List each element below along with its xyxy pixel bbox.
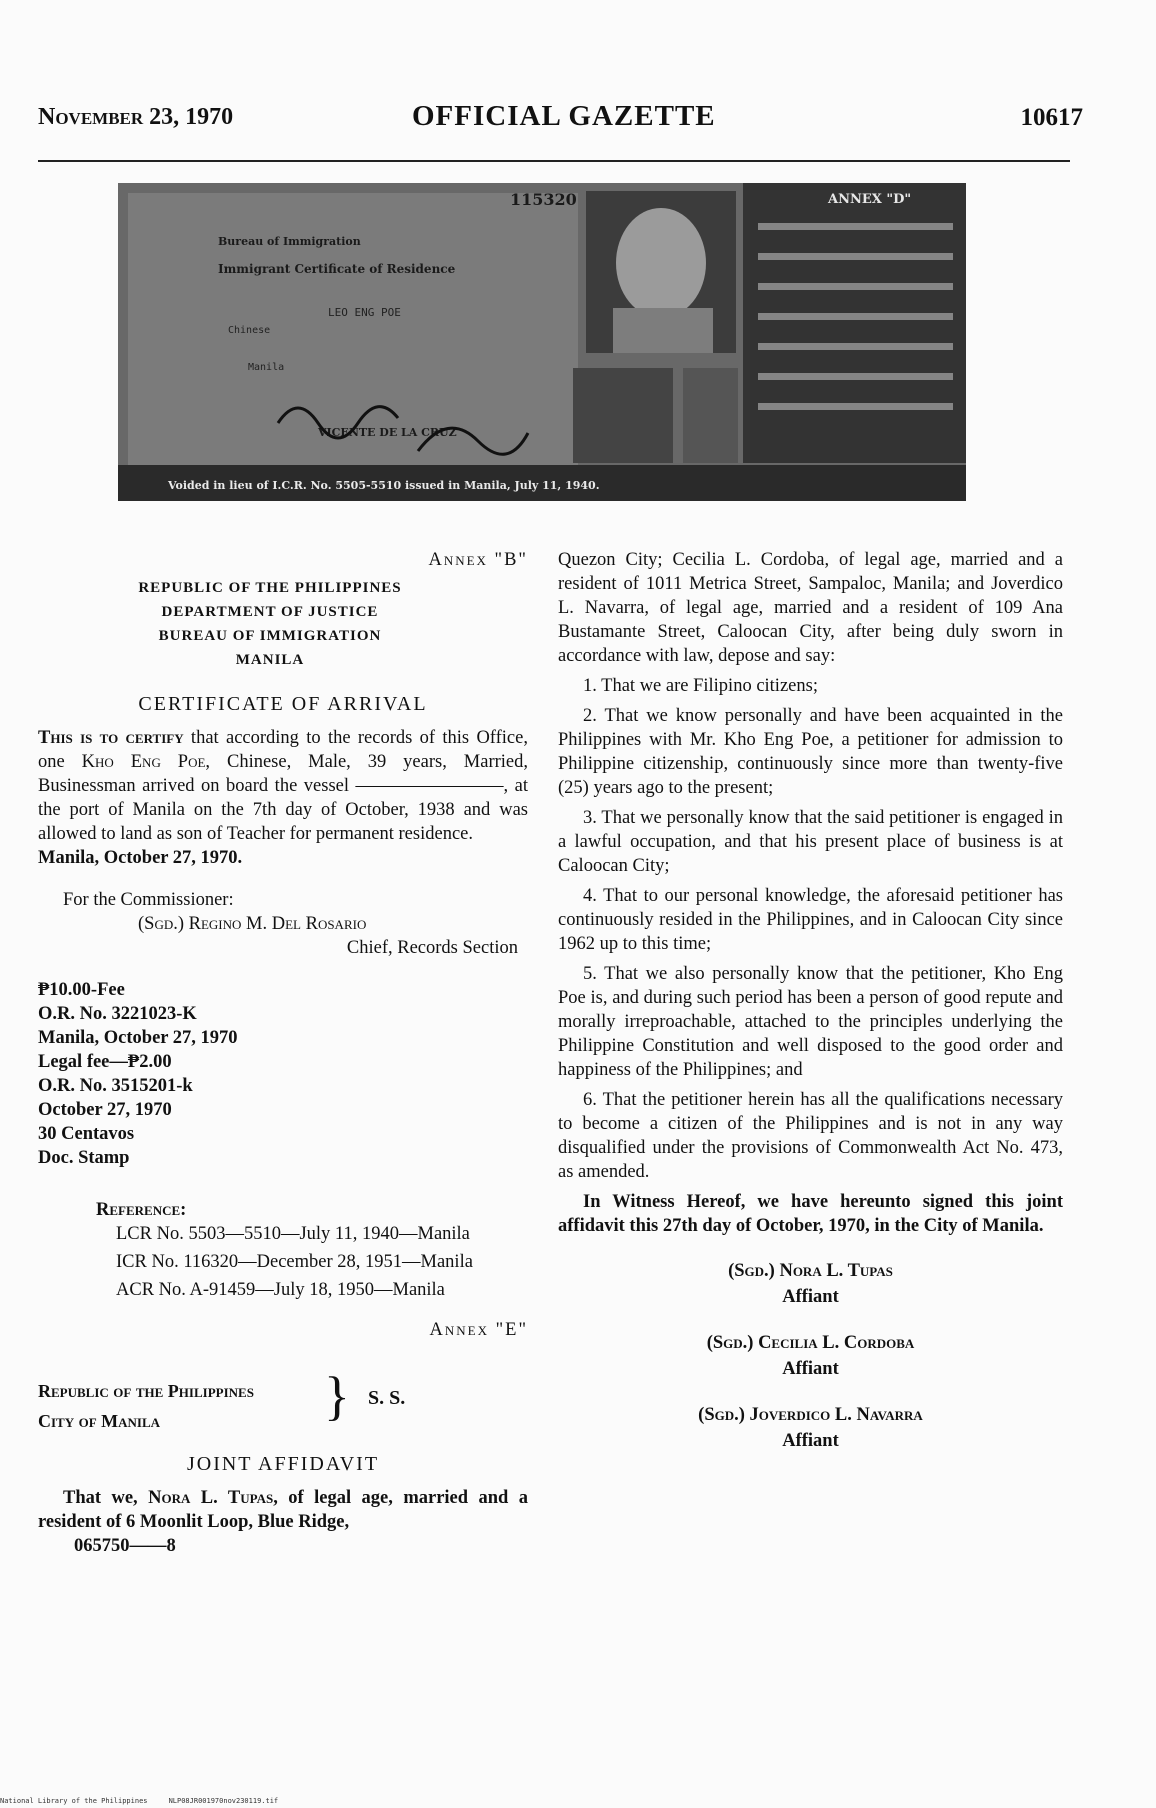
fee-line: Legal fee—₱2.00	[38, 1052, 172, 1072]
cert-nationality: Chinese	[228, 325, 271, 336]
venue-block	[38, 1364, 528, 1438]
joint-affidavit-opening	[38, 1486, 528, 1534]
annex-b-label: Annex "B"	[428, 550, 528, 570]
certificate-photo	[118, 183, 966, 501]
issue-date: November 23, 1970	[38, 104, 234, 130]
page-number: 10617	[1020, 104, 1083, 131]
signature-name: (Sgd.) Cecilia L. Cordoba	[706, 1333, 915, 1353]
fee-line: Manila, October 27, 1970	[38, 1028, 238, 1048]
venue-brace: }	[324, 1366, 350, 1426]
affidavit-item: 3. That we personally know that the said petitioner is engaged in a lawful occupation, and that his present place of business is at Caloocan City;	[558, 808, 1063, 876]
affidavit-item: 5. That we also personally know that the petitioner, Kho Eng Poe is, and during such period has been a person of good repute and morally irreproachable, attached to the principles underlying the Philippine Constitution and well disposed to the good order and happiness of the Philippines; and	[558, 964, 1063, 1080]
certificate-photo-graphic	[118, 183, 966, 501]
cert-annex: ANNEX "D"	[828, 192, 912, 207]
fee-block	[38, 978, 528, 1170]
signature-block	[558, 1258, 1063, 1454]
affidavit-item: 2. That we know personally and have been acquainted in the Philippines with Mr. Kho Eng Poe, a petitioner for admission to Philippine citizenship, continuously since more than twenty-five (25) years ago to the present;	[558, 706, 1063, 798]
signature-name: (Sgd.) Nora L. Tupas	[728, 1261, 893, 1281]
reference-block	[96, 1198, 528, 1302]
signatory-title: Chief, Records Section	[346, 938, 518, 958]
signature-name: (Sgd.) Joverdico L. Navarra	[698, 1405, 923, 1425]
for-commissioner: For the Commissioner:	[63, 890, 234, 910]
fee-line: O.R. No. 3221023-K	[38, 1004, 197, 1024]
affidavit-item: 6. That the petitioner herein has all the qualifications necessary to become a citizen of the Philippines and is not in any way disqualified under the provisions of Commonwealth Act No. 473, as amended.	[558, 1090, 1063, 1182]
cert-date: Manila, October 27, 1970.	[38, 848, 243, 868]
document-code: 065750——8	[74, 1536, 176, 1556]
joint-affidavit-title: JOINT AFFIDAVIT	[186, 1453, 380, 1475]
reference-item: LCR No. 5503—5510—July 11, 1940—Manila	[116, 1224, 470, 1244]
venue-country: Republic of the Philippines	[38, 1381, 254, 1401]
affidavit-paragraph: Quezon City; Cecilia L. Cordoba, of legal age, married and a resident of 1011 Metrica Street, Sampaloc, Manila; and Joverdico L. Navarra, of legal age, married and a resident of 109 Ana Bustamante Street, Caloocan City, after being duly sworn in accordance with law, depose and say:	[558, 550, 1063, 666]
signature	[558, 1258, 1063, 1310]
joint-opening-2: , of legal age, married and a resident of 6 Moonlit Loop, Blue Ridge,	[38, 1488, 528, 1532]
cert-body-2: , Chinese, Male, 39 years, Married, Businessman arrived on board the vessel ————————, at the port of Manila on the 7th day of October, 1938 and was allowed to land as son of Teacher for permanent residence.	[38, 752, 528, 844]
fee-line: O.R. No. 3515201-k	[38, 1076, 193, 1096]
ss-label: S. S.	[368, 1387, 406, 1409]
office-line: MANILA	[235, 652, 305, 668]
cert-holder: LEO ENG POE	[328, 306, 401, 319]
fee-line: 30 Centavos	[38, 1124, 135, 1144]
cert-doc-name: Immigrant Certificate of Residence	[218, 262, 456, 276]
reference-label: Reference:	[96, 1200, 187, 1220]
cert-bottom-line: Voided in lieu of I.C.R. No. 5505-5510 issued in Manila, July 11, 1940.	[168, 479, 600, 492]
reference-item: ICR No. 116320—December 28, 1951—Manila	[116, 1252, 473, 1272]
cert-bureau: Bureau of Immigration	[218, 235, 361, 248]
signature	[558, 1402, 1063, 1454]
venue-lines	[38, 1376, 254, 1436]
left-column	[38, 548, 528, 1558]
signature-role: Affiant	[782, 1431, 839, 1451]
office-line: REPUBLIC OF THE PHILIPPINES	[138, 580, 402, 596]
annex-e-label: Annex "E"	[429, 1320, 528, 1340]
witness-clause: In Witness Hereof, we have hereunto signed this joint affidavit this 27th day of October, 1970, in the City of Manila.	[558, 1192, 1063, 1236]
affiant-name: Nora L. Tupas	[148, 1488, 274, 1508]
right-column	[558, 548, 1063, 1454]
reference-item: ACR No. A-91459—July 18, 1950—Manila	[116, 1280, 445, 1300]
fee-line: Doc. Stamp	[38, 1148, 130, 1168]
signature-role: Affiant	[782, 1359, 839, 1379]
page-header	[38, 100, 1083, 140]
cert-person-name: Kho Eng Poe	[81, 752, 206, 772]
publication-title: OFFICIAL GAZETTE	[412, 100, 716, 132]
scan-footer: National Library of the Philippines NLP08JR001970nov230119.tif	[0, 1797, 279, 1805]
signature	[558, 1330, 1063, 1382]
office-line: BUREAU OF IMMIGRATION	[158, 628, 382, 644]
joint-opening-1: That we,	[63, 1488, 149, 1508]
commissioner-signature: (Sgd.) Regino M. Del Rosario	[138, 914, 367, 934]
cert-place: Manila	[248, 362, 285, 373]
office-line: DEPARTMENT OF JUSTICE	[161, 604, 379, 620]
venue-city: City of Manila	[38, 1411, 161, 1431]
certificate-body	[38, 726, 528, 846]
fee-line: ₱10.00-Fee	[38, 980, 125, 1000]
certificate-title: CERTIFICATE OF ARRIVAL	[138, 693, 428, 715]
cert-lead: This is to certify	[38, 728, 184, 748]
affidavit-item: 1. That we are Filipino citizens;	[583, 676, 818, 696]
cert-body-1: that according to the records of this Office, one	[38, 728, 528, 772]
fee-line: October 27, 1970	[38, 1100, 172, 1120]
cert-number: 115320	[510, 190, 577, 209]
affidavit-item: 4. That to our personal knowledge, the aforesaid petitioner has continuously resided in the Philippines, and in Caloocan City since 1962 up to this time;	[558, 886, 1063, 954]
signature-role: Affiant	[782, 1287, 839, 1307]
header-rule	[38, 160, 1070, 162]
office-block	[120, 576, 420, 672]
cert-officer: VICENTE DE LA CRUZ	[318, 426, 457, 439]
